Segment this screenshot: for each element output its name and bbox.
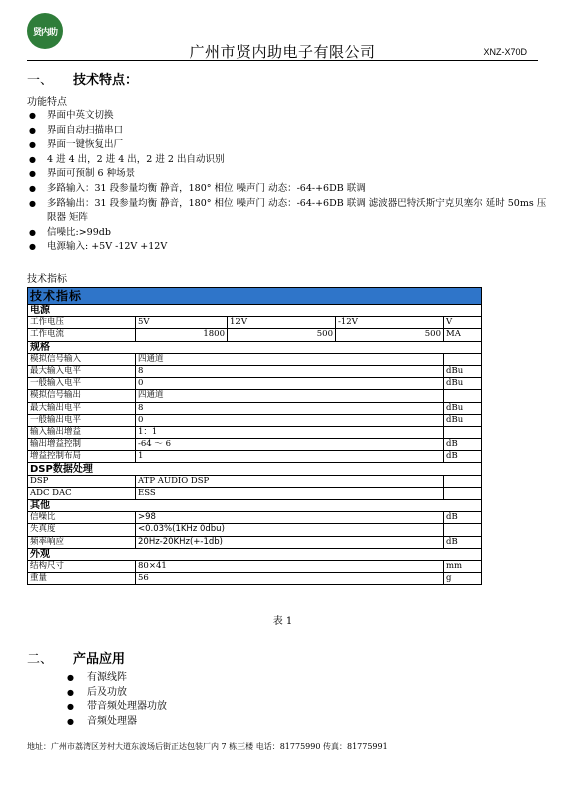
company-logo: 贤内助 — [27, 13, 63, 49]
table-row: 模拟信号输出 四通道 — [28, 390, 482, 402]
spec-heading: 技术指标 — [27, 274, 67, 285]
features-list — [27, 109, 547, 255]
list-item: ● 界面自动扫描串口 — [27, 124, 547, 139]
list-item: ● 电源输入: +5V -12V +12V — [27, 240, 547, 255]
table-row: ADC DAC ESS — [28, 487, 482, 499]
header-divider — [27, 60, 538, 61]
table-row: 工作电压 5V 12V -12V V — [28, 317, 482, 329]
table-row: 一般输入电平 0 dBu — [28, 378, 482, 390]
table-row: 信噪比 >98 dB — [28, 512, 482, 524]
list-item: ● 有源线阵 — [67, 671, 167, 686]
list-item: ● 多路输入：31 段参量均衡 静音，180° 相位 噪声门 动态：-64-+6DB 联调 — [27, 182, 547, 197]
table-row: 重量 56 g — [28, 573, 482, 585]
table-group-row: 外观 — [28, 548, 482, 560]
list-item: ● 4 进 4 出，2 进 4 出，2 进 2 出自动识别 — [27, 153, 547, 168]
list-item: ● 界面中英文切换 — [27, 109, 547, 124]
table-row: 一般输出电平 0 dBu — [28, 414, 482, 426]
company-name: 广州市贤内助电子有限公司 — [189, 43, 376, 61]
table-row: 最大输出电平 8 dBu — [28, 402, 482, 414]
features-heading: 功能特点 — [27, 97, 67, 108]
table-row: 失真度 <0.03%(1KHz 0dbu) — [28, 524, 482, 536]
table-row: 结构尺寸 80×41 mm — [28, 560, 482, 572]
applications-list — [67, 671, 167, 729]
table-title-row: 技术指标 — [28, 288, 482, 305]
spec-table — [27, 287, 482, 585]
section-2-title: 二、 产品应用 — [27, 652, 126, 667]
table-row: 最大输入电平 8 dBu — [28, 365, 482, 377]
table-group-row: 电源 — [28, 305, 482, 317]
table-row: 工作电流 1800 500 500 MA — [28, 329, 482, 341]
list-item: ● 带音频处理器功放 — [67, 700, 167, 715]
table-group-row: 规格 — [28, 341, 482, 353]
table-row: 输出增益控制 -64 ～ 6 dB — [28, 439, 482, 451]
table-group-row: DSP数据处理 — [28, 463, 482, 475]
list-item: ● 音频处理器 — [67, 715, 167, 730]
list-item: ● 界面可预制 6 种场景 — [27, 167, 547, 182]
table-row: 模拟信号输入 四通道 — [28, 353, 482, 365]
list-item: ● 信噪比:>99db — [27, 226, 547, 241]
footer-address: 地址：广州市荔湾区芳村大道东波场后街正达包装厂内 7 栋三楼 电话：81775990 传真：81775991 — [27, 742, 388, 751]
model-number: XNZ-X70D — [483, 47, 527, 57]
table-row: DSP ATP AUDIO DSP — [28, 475, 482, 487]
table-group-row: 其他 — [28, 500, 482, 512]
table-row: 输入输出增益 1：1 — [28, 426, 482, 438]
table-row: 频率响应 20Hz-20KHz(+-1db) dB — [28, 536, 482, 548]
list-item: ● 多路输出：31 段参量均衡 静音，180° 相位 噪声门 动态：-64-+6DB 联调 滤波器巴特沃斯宁克贝塞尔 延时 50ms 压限器 矩阵 — [27, 197, 547, 226]
section-1-title: 一、 技术特点： — [27, 73, 139, 88]
table-row: 增益控制布局 1 dB — [28, 451, 482, 463]
list-item: ● 界面一键恢复出厂 — [27, 138, 547, 153]
list-item: ● 后及功放 — [67, 686, 167, 701]
table-caption: 表 1 — [272, 616, 293, 627]
